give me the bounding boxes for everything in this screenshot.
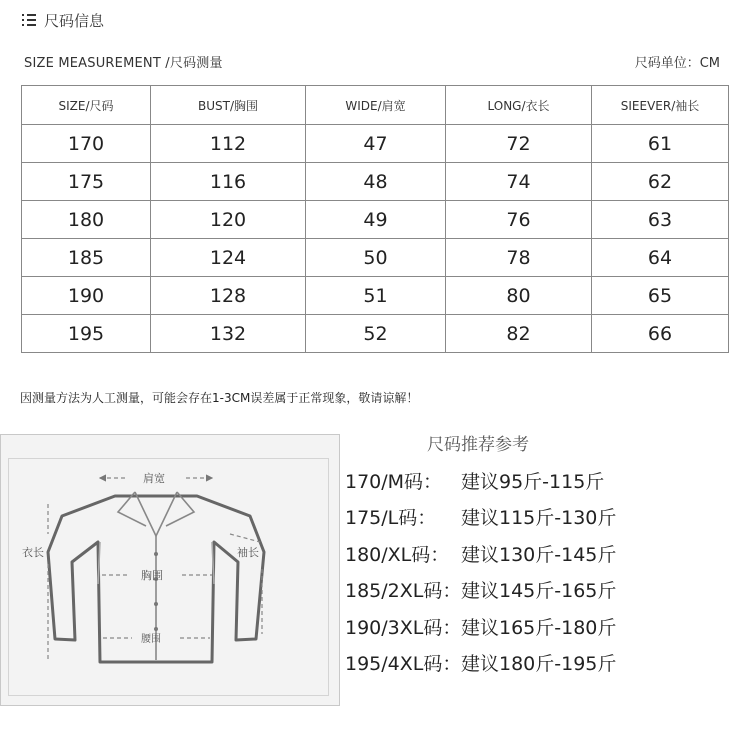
list-icon — [22, 14, 36, 26]
cell-bust: 120 — [151, 201, 306, 239]
cell-bust: 128 — [151, 277, 306, 315]
rec-size: 175/L码： — [345, 507, 437, 530]
cell-long: 78 — [446, 239, 592, 277]
cell-wide: 51 — [306, 277, 446, 315]
size-measurement-heading: SIZE MEASUREMENT /尺码测量 — [24, 56, 223, 71]
chest-label: 胸围 — [141, 569, 163, 582]
recommendation-title: 尺码推荐参考 — [427, 435, 529, 455]
measurement-note: 因测量方法为人工测量，可能会存在1-3CM误差属于正常现象，敬请谅解！ — [20, 391, 419, 405]
table-row — [22, 163, 729, 201]
rec-weight-range: 建议130斤-145斤 — [461, 543, 617, 566]
rec-size: 190/3XL码： — [345, 616, 462, 639]
table-row — [22, 201, 729, 239]
rec-size: 180/XL码： — [345, 543, 450, 566]
cell-size: 195 — [22, 315, 151, 353]
rec-size: 185/2XL码： — [345, 580, 462, 603]
rec-weight-range: 建议115斤-130斤 — [461, 507, 617, 530]
cell-wide: 50 — [306, 239, 446, 277]
rec-size: 170/M码： — [345, 470, 443, 493]
cell-sleeve: 65 — [592, 277, 729, 315]
cell-sleeve: 66 — [592, 315, 729, 353]
list-item — [345, 608, 745, 645]
list-item — [345, 535, 745, 572]
cell-wide: 52 — [306, 315, 446, 353]
cell-long: 76 — [446, 201, 592, 239]
list-item — [345, 645, 745, 682]
cell-size: 185 — [22, 239, 151, 277]
cell-size: 190 — [22, 277, 151, 315]
shoulder-label: 肩宽 — [143, 472, 165, 485]
cell-wide: 49 — [306, 201, 446, 239]
cell-bust: 112 — [151, 125, 306, 163]
cell-long: 74 — [446, 163, 592, 201]
cell-wide: 47 — [306, 125, 446, 163]
cell-long: 80 — [446, 277, 592, 315]
cell-sleeve: 61 — [592, 125, 729, 163]
table-row — [22, 239, 729, 277]
header-sleeve: SIEEVER/袖长 — [592, 86, 729, 125]
page-title: 尺码信息 — [44, 11, 105, 30]
cell-long: 82 — [446, 315, 592, 353]
cell-size: 175 — [22, 163, 151, 201]
list-item — [345, 499, 745, 536]
cell-sleeve: 63 — [592, 201, 729, 239]
length-label: 衣长 — [22, 546, 44, 559]
rec-weight-range: 建议180斤-195斤 — [461, 653, 617, 676]
cell-bust: 132 — [151, 315, 306, 353]
table-header-row — [22, 86, 729, 125]
cell-size: 170 — [22, 125, 151, 163]
page-header — [22, 8, 104, 32]
table-row — [22, 125, 729, 163]
header-bust: BUST/胸围 — [151, 86, 306, 125]
list-item — [345, 572, 745, 609]
rec-weight-range: 建议165斤-180斤 — [461, 616, 617, 639]
rec-weight-range: 建议95斤-115斤 — [461, 470, 605, 493]
cell-wide: 48 — [306, 163, 446, 201]
rec-weight-range: 建议145斤-165斤 — [461, 580, 617, 603]
cell-size: 180 — [22, 201, 151, 239]
table-row — [22, 277, 729, 315]
size-table — [21, 85, 729, 353]
cell-sleeve: 64 — [592, 239, 729, 277]
waist-label: 腰围 — [141, 634, 161, 645]
unit-label: 尺码单位：CM — [634, 56, 720, 71]
cell-sleeve: 62 — [592, 163, 729, 201]
header-wide: WIDE/肩宽 — [306, 86, 446, 125]
cell-bust: 124 — [151, 239, 306, 277]
size-recommendation — [345, 432, 745, 681]
header-long: LONG/衣长 — [446, 86, 592, 125]
rec-size: 195/4XL码： — [345, 653, 462, 676]
header-size: SIZE/尺码 — [22, 86, 151, 125]
sleeve-label: 袖长 — [237, 546, 259, 559]
cell-bust: 116 — [151, 163, 306, 201]
list-item — [345, 462, 745, 499]
table-row — [22, 315, 729, 353]
shirt-measurement-diagram — [0, 434, 340, 706]
cell-long: 72 — [446, 125, 592, 163]
